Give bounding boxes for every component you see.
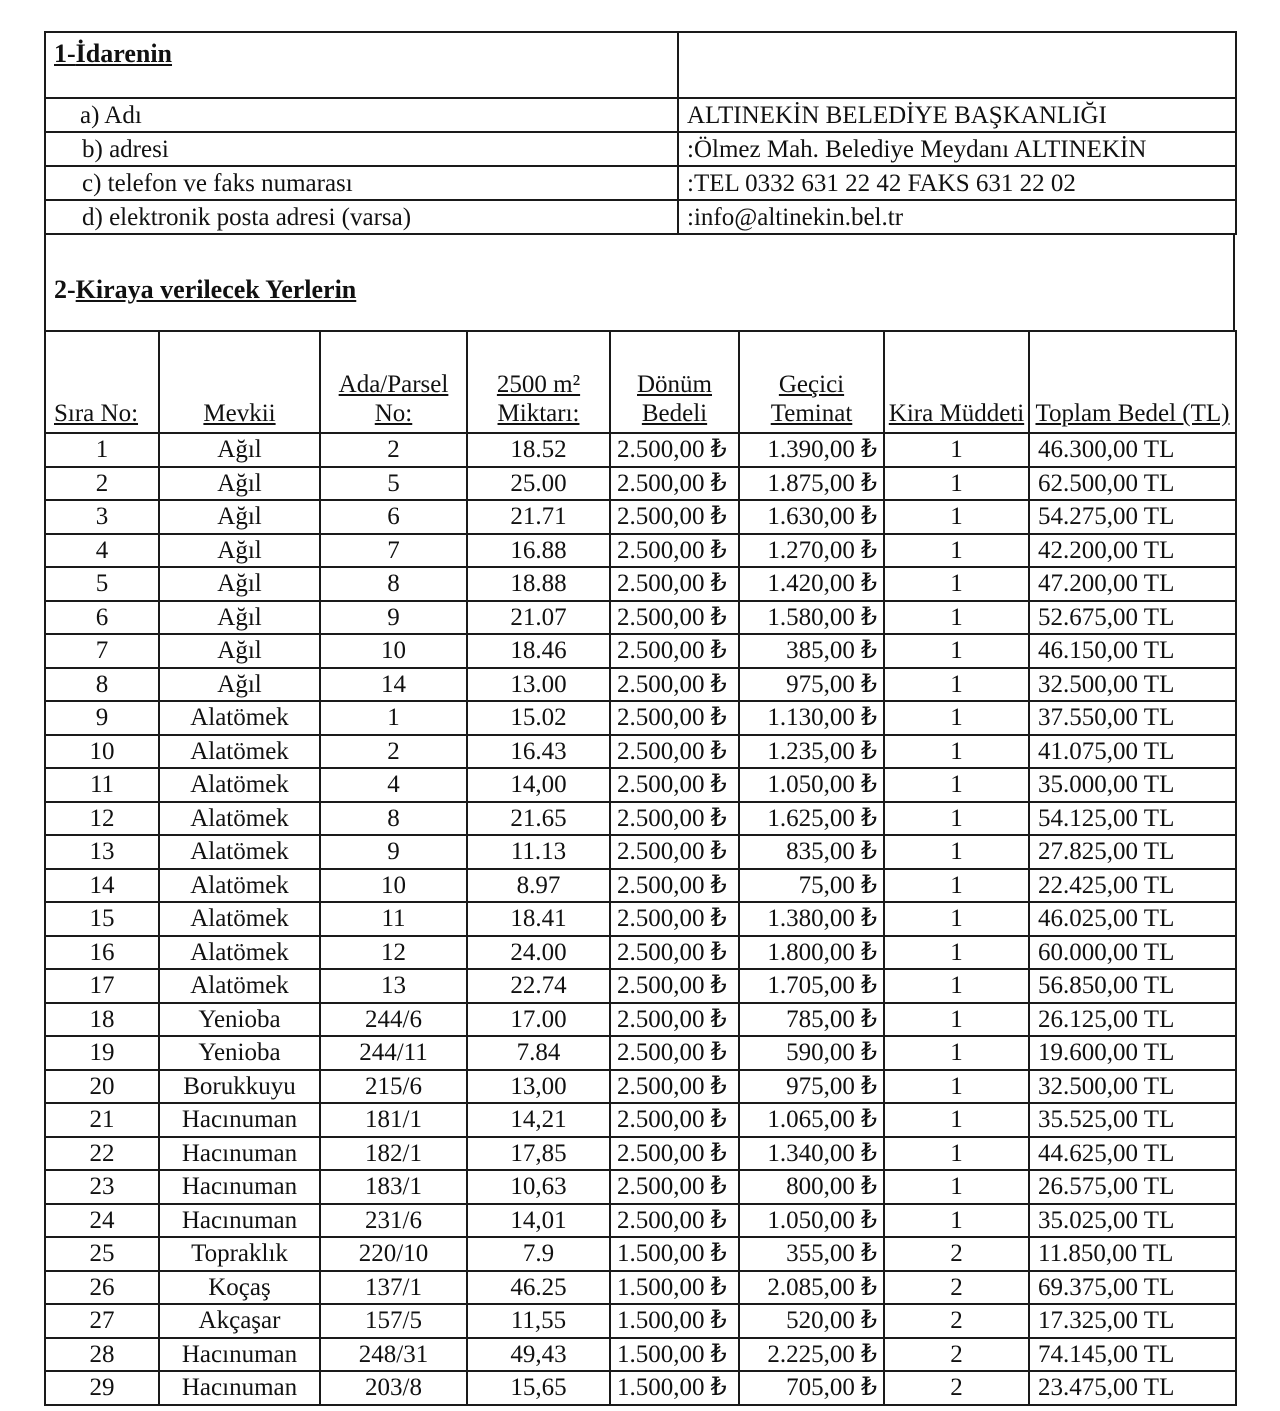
cell-toplam-bedel: 26.125,00 TL [1029,1003,1236,1037]
cell-kira-muddeti: 1 [884,601,1029,635]
cell-donum-bedeli: 2.500,00 ₺ [610,701,739,735]
cell-donum-bedeli: 2.500,00 ₺ [610,467,739,501]
admin-label: b) adresi [45,132,678,166]
cell-ada-parsel: 1 [320,701,467,735]
cell-toplam-bedel: 35.025,00 TL [1029,1204,1236,1238]
admin-row [45,132,1236,166]
cell-mevkii: Ağıl [159,567,320,601]
cell-sira-no: 11 [45,768,159,802]
cell-mevkii: Ağıl [159,601,320,635]
cell-gecici-teminat: 75,00 ₺ [739,869,884,903]
cell-mevkii: Alatömek [159,802,320,836]
cell-gecici-teminat: 2.225,00 ₺ [739,1338,884,1372]
cell-donum-bedeli: 2.500,00 ₺ [610,500,739,534]
cell-miktar: 16.43 [467,735,610,769]
table-row [45,802,1236,836]
cell-ada-parsel: 231/6 [320,1204,467,1238]
cell-kira-muddeti: 1 [884,467,1029,501]
table-row [45,1237,1236,1271]
cell-gecici-teminat: 1.800,00 ₺ [739,936,884,970]
cell-miktar: 25.00 [467,467,610,501]
col-header-gecici-teminat: Geçici Teminat [739,331,884,433]
cell-ada-parsel: 12 [320,936,467,970]
cell-kira-muddeti: 1 [884,1204,1029,1238]
cell-donum-bedeli: 2.500,00 ₺ [610,969,739,1003]
col-header-toplam-bedel: Toplam Bedel (TL) [1029,331,1236,433]
table-row [45,1103,1236,1137]
cell-donum-bedeli: 2.500,00 ₺ [610,735,739,769]
cell-toplam-bedel: 22.425,00 TL [1029,869,1236,903]
cell-ada-parsel: 7 [320,534,467,568]
cell-mevkii: Alatömek [159,869,320,903]
cell-kira-muddeti: 2 [884,1237,1029,1271]
cell-miktar: 11,55 [467,1304,610,1338]
cell-miktar: 7.9 [467,1237,610,1271]
table-row [45,567,1236,601]
table-row [45,1338,1236,1372]
table-row [45,869,1236,903]
cell-donum-bedeli: 1.500,00 ₺ [610,1304,739,1338]
table-row [45,1170,1236,1204]
cell-kira-muddeti: 1 [884,1070,1029,1104]
cell-kira-muddeti: 2 [884,1338,1029,1372]
cell-ada-parsel: 215/6 [320,1070,467,1104]
cell-ada-parsel: 9 [320,601,467,635]
cell-kira-muddeti: 1 [884,433,1029,467]
cell-gecici-teminat: 1.705,00 ₺ [739,969,884,1003]
cell-gecici-teminat: 1.420,00 ₺ [739,567,884,601]
cell-donum-bedeli: 2.500,00 ₺ [610,433,739,467]
cell-toplam-bedel: 27.825,00 TL [1029,835,1236,869]
cell-sira-no: 22 [45,1137,159,1171]
cell-toplam-bedel: 41.075,00 TL [1029,735,1236,769]
cell-kira-muddeti: 1 [884,735,1029,769]
cell-sira-no: 5 [45,567,159,601]
cell-kira-muddeti: 1 [884,668,1029,702]
cell-donum-bedeli: 2.500,00 ₺ [610,1036,739,1070]
cell-sira-no: 26 [45,1271,159,1305]
cell-ada-parsel: 137/1 [320,1271,467,1305]
cell-sira-no: 23 [45,1170,159,1204]
cell-toplam-bedel: 32.500,00 TL [1029,668,1236,702]
cell-kira-muddeti: 1 [884,500,1029,534]
admin-label: d) elektronik posta adresi (varsa) [45,200,678,234]
cell-sira-no: 15 [45,902,159,936]
cell-mevkii: Alatömek [159,735,320,769]
cell-toplam-bedel: 46.025,00 TL [1029,902,1236,936]
cell-gecici-teminat: 1.130,00 ₺ [739,701,884,735]
cell-mevkii: Yenioba [159,1003,320,1037]
cell-ada-parsel: 203/8 [320,1371,467,1405]
cell-ada-parsel: 220/10 [320,1237,467,1271]
cell-toplam-bedel: 47.200,00 TL [1029,567,1236,601]
cell-donum-bedeli: 2.500,00 ₺ [610,1103,739,1137]
cell-gecici-teminat: 385,00 ₺ [739,634,884,668]
cell-mevkii: Hacınuman [159,1338,320,1372]
cell-gecici-teminat: 975,00 ₺ [739,1070,884,1104]
cell-sira-no: 20 [45,1070,159,1104]
table-header-row [45,331,1236,433]
cell-donum-bedeli: 1.500,00 ₺ [610,1237,739,1271]
section2-header [44,235,1235,330]
cell-donum-bedeli: 2.500,00 ₺ [610,869,739,903]
cell-donum-bedeli: 2.500,00 ₺ [610,1003,739,1037]
cell-gecici-teminat: 975,00 ₺ [739,668,884,702]
table-row [45,1304,1236,1338]
cell-gecici-teminat: 785,00 ₺ [739,1003,884,1037]
cell-ada-parsel: 14 [320,668,467,702]
admin-label: a) Adı [45,98,678,132]
rental-table [44,330,1237,1406]
table-row [45,1137,1236,1171]
table-row [45,701,1236,735]
cell-sira-no: 14 [45,869,159,903]
cell-sira-no: 2 [45,467,159,501]
cell-mevkii: Ağıl [159,534,320,568]
cell-donum-bedeli: 2.500,00 ₺ [610,1137,739,1171]
cell-miktar: 22.74 [467,969,610,1003]
cell-toplam-bedel: 60.000,00 TL [1029,936,1236,970]
cell-donum-bedeli: 2.500,00 ₺ [610,668,739,702]
cell-toplam-bedel: 37.550,00 TL [1029,701,1236,735]
cell-mevkii: Yenioba [159,1036,320,1070]
section2-title: 2-Kiraya verilecek Yerlerin [54,275,357,304]
cell-kira-muddeti: 2 [884,1304,1029,1338]
table-row [45,634,1236,668]
cell-sira-no: 13 [45,835,159,869]
table-row [45,534,1236,568]
cell-toplam-bedel: 62.500,00 TL [1029,467,1236,501]
table-row [45,433,1236,467]
table-row [45,969,1236,1003]
cell-toplam-bedel: 19.600,00 TL [1029,1036,1236,1070]
cell-toplam-bedel: 11.850,00 TL [1029,1237,1236,1271]
cell-gecici-teminat: 590,00 ₺ [739,1036,884,1070]
cell-mevkii: Topraklık [159,1237,320,1271]
table-row [45,735,1236,769]
cell-gecici-teminat: 520,00 ₺ [739,1304,884,1338]
cell-gecici-teminat: 835,00 ₺ [739,835,884,869]
admin-row [45,200,1236,234]
cell-mevkii: Ağıl [159,500,320,534]
cell-ada-parsel: 6 [320,500,467,534]
cell-miktar: 7.84 [467,1036,610,1070]
cell-ada-parsel: 8 [320,802,467,836]
cell-sira-no: 21 [45,1103,159,1137]
document [44,31,1235,1406]
cell-sira-no: 27 [45,1304,159,1338]
admin-label: c) telefon ve faks numarası [45,166,678,200]
cell-kira-muddeti: 1 [884,634,1029,668]
admin-value: :info@altinekin.bel.tr [678,200,1236,234]
col-header-sira-no: Sıra No: [45,331,159,433]
cell-mevkii: Alatömek [159,701,320,735]
cell-mevkii: Akçaşar [159,1304,320,1338]
cell-sira-no: 17 [45,969,159,1003]
admin-row [45,98,1236,132]
cell-gecici-teminat: 800,00 ₺ [739,1170,884,1204]
cell-toplam-bedel: 74.145,00 TL [1029,1338,1236,1372]
cell-sira-no: 10 [45,735,159,769]
cell-gecici-teminat: 1.270,00 ₺ [739,534,884,568]
cell-kira-muddeti: 1 [884,1170,1029,1204]
cell-sira-no: 29 [45,1371,159,1405]
cell-kira-muddeti: 2 [884,1371,1029,1405]
cell-miktar: 18.41 [467,902,610,936]
cell-mevkii: Hacınuman [159,1103,320,1137]
table-row [45,1371,1236,1405]
cell-donum-bedeli: 2.500,00 ₺ [610,567,739,601]
cell-kira-muddeti: 1 [884,1036,1029,1070]
cell-toplam-bedel: 35.525,00 TL [1029,1103,1236,1137]
cell-gecici-teminat: 1.580,00 ₺ [739,601,884,635]
cell-sira-no: 12 [45,802,159,836]
cell-sira-no: 9 [45,701,159,735]
cell-donum-bedeli: 2.500,00 ₺ [610,902,739,936]
cell-sira-no: 28 [45,1338,159,1372]
cell-donum-bedeli: 2.500,00 ₺ [610,1204,739,1238]
cell-gecici-teminat: 1.065,00 ₺ [739,1103,884,1137]
cell-miktar: 24.00 [467,936,610,970]
cell-kira-muddeti: 1 [884,567,1029,601]
cell-miktar: 21.65 [467,802,610,836]
table-row [45,1036,1236,1070]
cell-kira-muddeti: 1 [884,768,1029,802]
cell-ada-parsel: 248/31 [320,1338,467,1372]
cell-miktar: 21.71 [467,500,610,534]
cell-miktar: 21.07 [467,601,610,635]
cell-toplam-bedel: 54.275,00 TL [1029,500,1236,534]
cell-sira-no: 1 [45,433,159,467]
cell-mevkii: Alatömek [159,835,320,869]
cell-sira-no: 19 [45,1036,159,1070]
cell-gecici-teminat: 1.625,00 ₺ [739,802,884,836]
cell-toplam-bedel: 32.500,00 TL [1029,1070,1236,1104]
cell-toplam-bedel: 46.300,00 TL [1029,433,1236,467]
cell-miktar: 14,01 [467,1204,610,1238]
cell-miktar: 16.88 [467,534,610,568]
cell-sira-no: 6 [45,601,159,635]
col-header-kira-muddeti: Kira Müddeti [884,331,1029,433]
cell-ada-parsel: 157/5 [320,1304,467,1338]
cell-kira-muddeti: 1 [884,802,1029,836]
cell-donum-bedeli: 2.500,00 ₺ [610,835,739,869]
cell-kira-muddeti: 2 [884,1271,1029,1305]
cell-mevkii: Alatömek [159,768,320,802]
admin-row [45,166,1236,200]
cell-ada-parsel: 244/11 [320,1036,467,1070]
cell-mevkii: Alatömek [159,969,320,1003]
cell-donum-bedeli: 2.500,00 ₺ [610,936,739,970]
col-header-mevkii: Mevkii [159,331,320,433]
cell-donum-bedeli: 2.500,00 ₺ [610,601,739,635]
cell-ada-parsel: 244/6 [320,1003,467,1037]
cell-miktar: 15.02 [467,701,610,735]
cell-gecici-teminat: 355,00 ₺ [739,1237,884,1271]
cell-mevkii: Borukkuyu [159,1070,320,1104]
cell-toplam-bedel: 42.200,00 TL [1029,534,1236,568]
table-row [45,1003,1236,1037]
col-header-miktar: 2500 m² Miktarı: [467,331,610,433]
cell-gecici-teminat: 1.050,00 ₺ [739,1204,884,1238]
cell-miktar: 13.00 [467,668,610,702]
cell-miktar: 49,43 [467,1338,610,1372]
cell-mevkii: Ağıl [159,467,320,501]
cell-miktar: 14,21 [467,1103,610,1137]
table-row [45,936,1236,970]
table-row [45,1070,1236,1104]
cell-kira-muddeti: 1 [884,835,1029,869]
cell-mevkii: Hacınuman [159,1137,320,1171]
table-row [45,1204,1236,1238]
cell-mevkii: Koçaş [159,1271,320,1305]
cell-ada-parsel: 13 [320,969,467,1003]
cell-mevkii: Ağıl [159,634,320,668]
cell-gecici-teminat: 705,00 ₺ [739,1371,884,1405]
administration-table [44,31,1237,235]
cell-sira-no: 24 [45,1204,159,1238]
cell-gecici-teminat: 1.235,00 ₺ [739,735,884,769]
cell-sira-no: 25 [45,1237,159,1271]
cell-ada-parsel: 11 [320,902,467,936]
cell-toplam-bedel: 44.625,00 TL [1029,1137,1236,1171]
cell-miktar: 15,65 [467,1371,610,1405]
cell-toplam-bedel: 23.475,00 TL [1029,1371,1236,1405]
cell-donum-bedeli: 2.500,00 ₺ [610,534,739,568]
cell-miktar: 14,00 [467,768,610,802]
section1-title: 1-İdarenin [54,39,173,68]
table-row [45,835,1236,869]
cell-sira-no: 8 [45,668,159,702]
cell-donum-bedeli: 2.500,00 ₺ [610,768,739,802]
cell-miktar: 18.88 [467,567,610,601]
cell-miktar: 8.97 [467,869,610,903]
cell-kira-muddeti: 1 [884,969,1029,1003]
cell-ada-parsel: 2 [320,433,467,467]
cell-miktar: 17,85 [467,1137,610,1171]
cell-sira-no: 7 [45,634,159,668]
admin-value: ALTINEKİN BELEDİYE BAŞKANLIĞI [678,98,1236,132]
cell-ada-parsel: 10 [320,869,467,903]
cell-miktar: 13,00 [467,1070,610,1104]
cell-mevkii: Ağıl [159,668,320,702]
cell-ada-parsel: 5 [320,467,467,501]
cell-gecici-teminat: 1.630,00 ₺ [739,500,884,534]
cell-ada-parsel: 9 [320,835,467,869]
cell-mevkii: Alatömek [159,936,320,970]
cell-toplam-bedel: 69.375,00 TL [1029,1271,1236,1305]
table-row [45,668,1236,702]
cell-ada-parsel: 2 [320,735,467,769]
cell-kira-muddeti: 1 [884,1137,1029,1171]
cell-gecici-teminat: 1.875,00 ₺ [739,467,884,501]
table-row [45,601,1236,635]
cell-kira-muddeti: 1 [884,1103,1029,1137]
table-row [45,467,1236,501]
cell-kira-muddeti: 1 [884,869,1029,903]
cell-donum-bedeli: 2.500,00 ₺ [610,634,739,668]
admin-value: :TEL 0332 631 22 42 FAKS 631 22 02 [678,166,1236,200]
cell-mevkii: Ağıl [159,433,320,467]
cell-ada-parsel: 10 [320,634,467,668]
cell-ada-parsel: 8 [320,567,467,601]
cell-toplam-bedel: 26.575,00 TL [1029,1170,1236,1204]
table-body [45,433,1236,1405]
cell-toplam-bedel: 17.325,00 TL [1029,1304,1236,1338]
table-row [45,768,1236,802]
cell-gecici-teminat: 1.340,00 ₺ [739,1137,884,1171]
cell-donum-bedeli: 2.500,00 ₺ [610,1070,739,1104]
cell-toplam-bedel: 56.850,00 TL [1029,969,1236,1003]
cell-miktar: 18.52 [467,433,610,467]
cell-kira-muddeti: 1 [884,534,1029,568]
col-header-donum-bedeli: Dönüm Bedeli [610,331,739,433]
cell-donum-bedeli: 2.500,00 ₺ [610,1170,739,1204]
table-row [45,902,1236,936]
cell-gecici-teminat: 2.085,00 ₺ [739,1271,884,1305]
cell-kira-muddeti: 1 [884,701,1029,735]
cell-ada-parsel: 4 [320,768,467,802]
cell-kira-muddeti: 1 [884,902,1029,936]
col-header-ada-parsel: Ada/Parsel No: [320,331,467,433]
cell-mevkii: Alatömek [159,902,320,936]
cell-sira-no: 3 [45,500,159,534]
cell-gecici-teminat: 1.380,00 ₺ [739,902,884,936]
table-row [45,500,1236,534]
cell-mevkii: Hacınuman [159,1371,320,1405]
cell-sira-no: 16 [45,936,159,970]
cell-ada-parsel: 181/1 [320,1103,467,1137]
cell-toplam-bedel: 35.000,00 TL [1029,768,1236,802]
cell-miktar: 10,63 [467,1170,610,1204]
cell-donum-bedeli: 1.500,00 ₺ [610,1338,739,1372]
table-row [45,1271,1236,1305]
cell-sira-no: 18 [45,1003,159,1037]
cell-donum-bedeli: 1.500,00 ₺ [610,1271,739,1305]
cell-mevkii: Hacınuman [159,1170,320,1204]
cell-miktar: 46.25 [467,1271,610,1305]
cell-donum-bedeli: 2.500,00 ₺ [610,802,739,836]
cell-gecici-teminat: 1.050,00 ₺ [739,768,884,802]
cell-toplam-bedel: 46.150,00 TL [1029,634,1236,668]
cell-toplam-bedel: 54.125,00 TL [1029,802,1236,836]
cell-kira-muddeti: 1 [884,936,1029,970]
cell-ada-parsel: 182/1 [320,1137,467,1171]
cell-kira-muddeti: 1 [884,1003,1029,1037]
cell-toplam-bedel: 52.675,00 TL [1029,601,1236,635]
cell-ada-parsel: 183/1 [320,1170,467,1204]
cell-donum-bedeli: 1.500,00 ₺ [610,1371,739,1405]
cell-miktar: 17.00 [467,1003,610,1037]
cell-miktar: 18.46 [467,634,610,668]
admin-value: :Ölmez Mah. Belediye Meydanı ALTINEKİN [678,132,1236,166]
cell-gecici-teminat: 1.390,00 ₺ [739,433,884,467]
cell-mevkii: Hacınuman [159,1204,320,1238]
cell-miktar: 11.13 [467,835,610,869]
cell-sira-no: 4 [45,534,159,568]
